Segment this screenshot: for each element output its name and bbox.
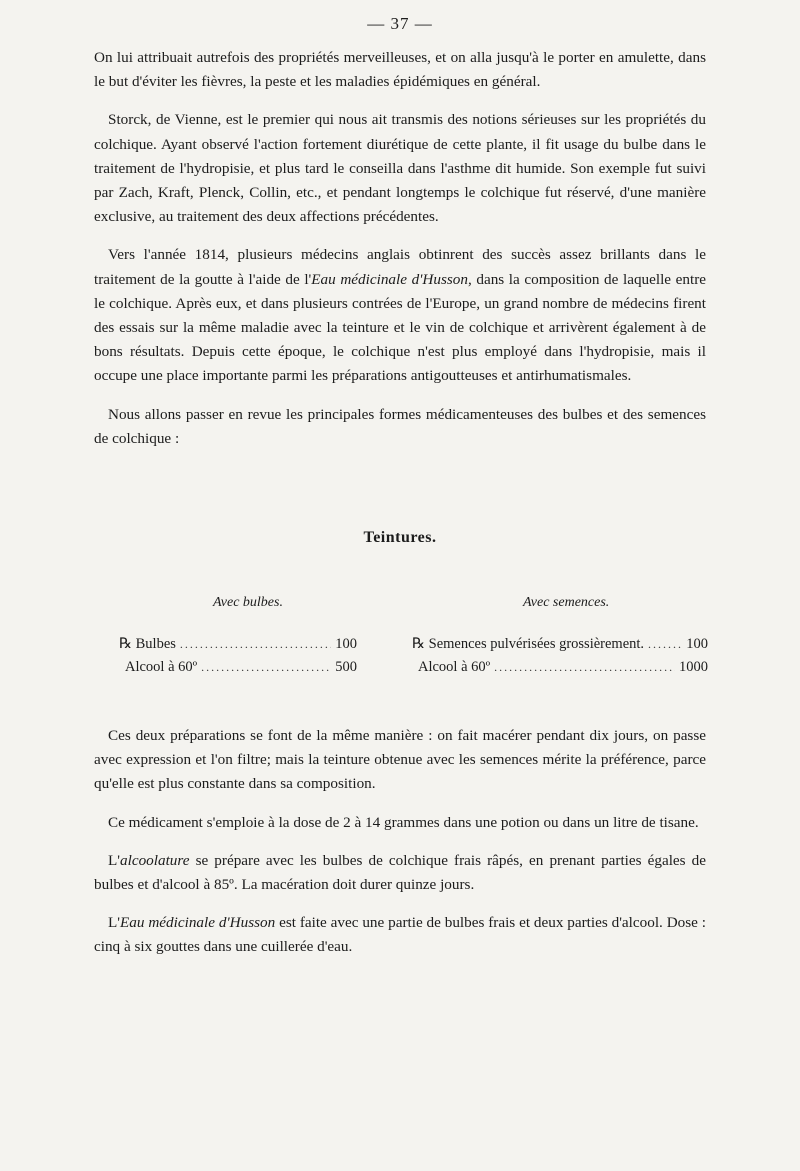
leader-dots <box>648 637 682 652</box>
section-title-teintures: Teintures. <box>363 529 437 546</box>
ingredient-name: Alcool à 60º <box>125 659 198 675</box>
paragraph-alcoolature <box>94 849 706 897</box>
paragraph-amulette: On lui attribuait autrefois des propriétés merveilleuses, et on alla jusqu'à le porter en amulette, dans le but d'éviter les fièvres, la peste et les maladies épidémiques en général. <box>94 49 706 91</box>
ingredient-amount: 1000 <box>679 659 708 675</box>
paragraph-1814-text-b: , dans la composition de laquelle entre le colchique. Après eux, et dans plusieurs contrées de l'Europe, un grand nombre de médecins firent des essais sur la même maladie avec la teinture et le vin de colchique et arrivèrent également à de bons résultats. Depuis cette époque, le colchique n'est plus employé dans l'hydropisie, mais il occupe une place importante parmi les préparations antigoutteuses et antirhumatismales. <box>94 270 706 385</box>
page-number: — 37 — <box>367 14 433 33</box>
paragraph-1814 <box>94 243 706 388</box>
alcoolature-text: se prépare avec les bulbes de colchique frais râpés, en prenant parties égales de bulbes et d'alcool à 85º. La macération doit durer quinze jours. <box>94 851 706 894</box>
ingredient-amount: 500 <box>335 659 357 675</box>
eau-husson-italic: Eau médicinale d'Husson <box>311 270 468 288</box>
ingredient-row <box>119 636 357 659</box>
recipe-bulbes <box>119 636 357 682</box>
recipe-semences <box>412 636 708 682</box>
body-text-top <box>94 46 706 465</box>
ingredient-row <box>412 636 708 659</box>
ingredient-row <box>119 659 357 682</box>
leader-dots <box>180 637 331 652</box>
ingredient-name: ℞ Bulbes <box>119 636 176 652</box>
column-title-semences: Avec semences. <box>523 595 610 610</box>
alcoolature-italic: alcoolature <box>120 851 190 869</box>
eau-text: est faite avec une partie de bulbes frais et deux parties d'alcool. Dose : cinq à six gouttes dans une cuillerée d'eau. <box>94 914 706 956</box>
leader-dots <box>494 660 675 675</box>
ingredient-amount: 100 <box>335 636 357 652</box>
eau-prefix: L' <box>108 914 121 932</box>
paragraph-preparations: Ces deux préparations se font de la même manière : on fait macérer pendant dix jours, on passe avec expression et l'on filtre; mais la teinture obtenue avec les semences mérite la préférence, parce qu'elle est plus constante dans sa composition. <box>94 727 706 793</box>
ingredient-row <box>412 659 708 682</box>
ingredient-name: ℞ Semences pulvérisées grossièrement. <box>412 636 645 652</box>
paragraph-eau-husson <box>94 911 706 959</box>
ingredient-name: Alcool à 60º <box>418 659 491 675</box>
paragraph-revue: Nous allons passer en revue les principales formes médicamenteuses des bulbes et des semences de colchique : <box>94 405 706 447</box>
alcoolature-prefix: L' <box>108 851 121 869</box>
paragraph-1814-text-a: Vers l'année 1814, plusieurs médecins anglais obtinrent des succès assez brillants dans le traitement de la goutte à l'aide de l' <box>94 246 706 288</box>
eau-italic: Eau médicinale d'Husson <box>120 914 276 932</box>
leader-dots <box>201 660 331 675</box>
paragraph-storck: Storck, de Vienne, est le premier qui nous ait transmis des notions sérieuses sur les propriétés du colchique. Ayant observé l'action fortement diurétique de cette plante, il fit usage du bulbe dans le traitement de l'hydropisie, et plus tard le conseilla dans l'asthme dit humide. Son exemple fut suivi par Zach, Kraft, Plenck, Collin, etc., et pendant longtemps le colchique fut réservé, d'une manière exclusive, au traitement des deux affections précédentes. <box>94 111 706 226</box>
column-title-bulbes: Avec bulbes. <box>213 595 283 610</box>
ingredient-amount: 100 <box>686 636 708 652</box>
paragraph-dose: Ce médicament s'emploie à la dose de 2 à 14 grammes dans une potion ou dans un litre de tisane. <box>108 813 699 831</box>
body-text-bottom <box>94 724 706 974</box>
